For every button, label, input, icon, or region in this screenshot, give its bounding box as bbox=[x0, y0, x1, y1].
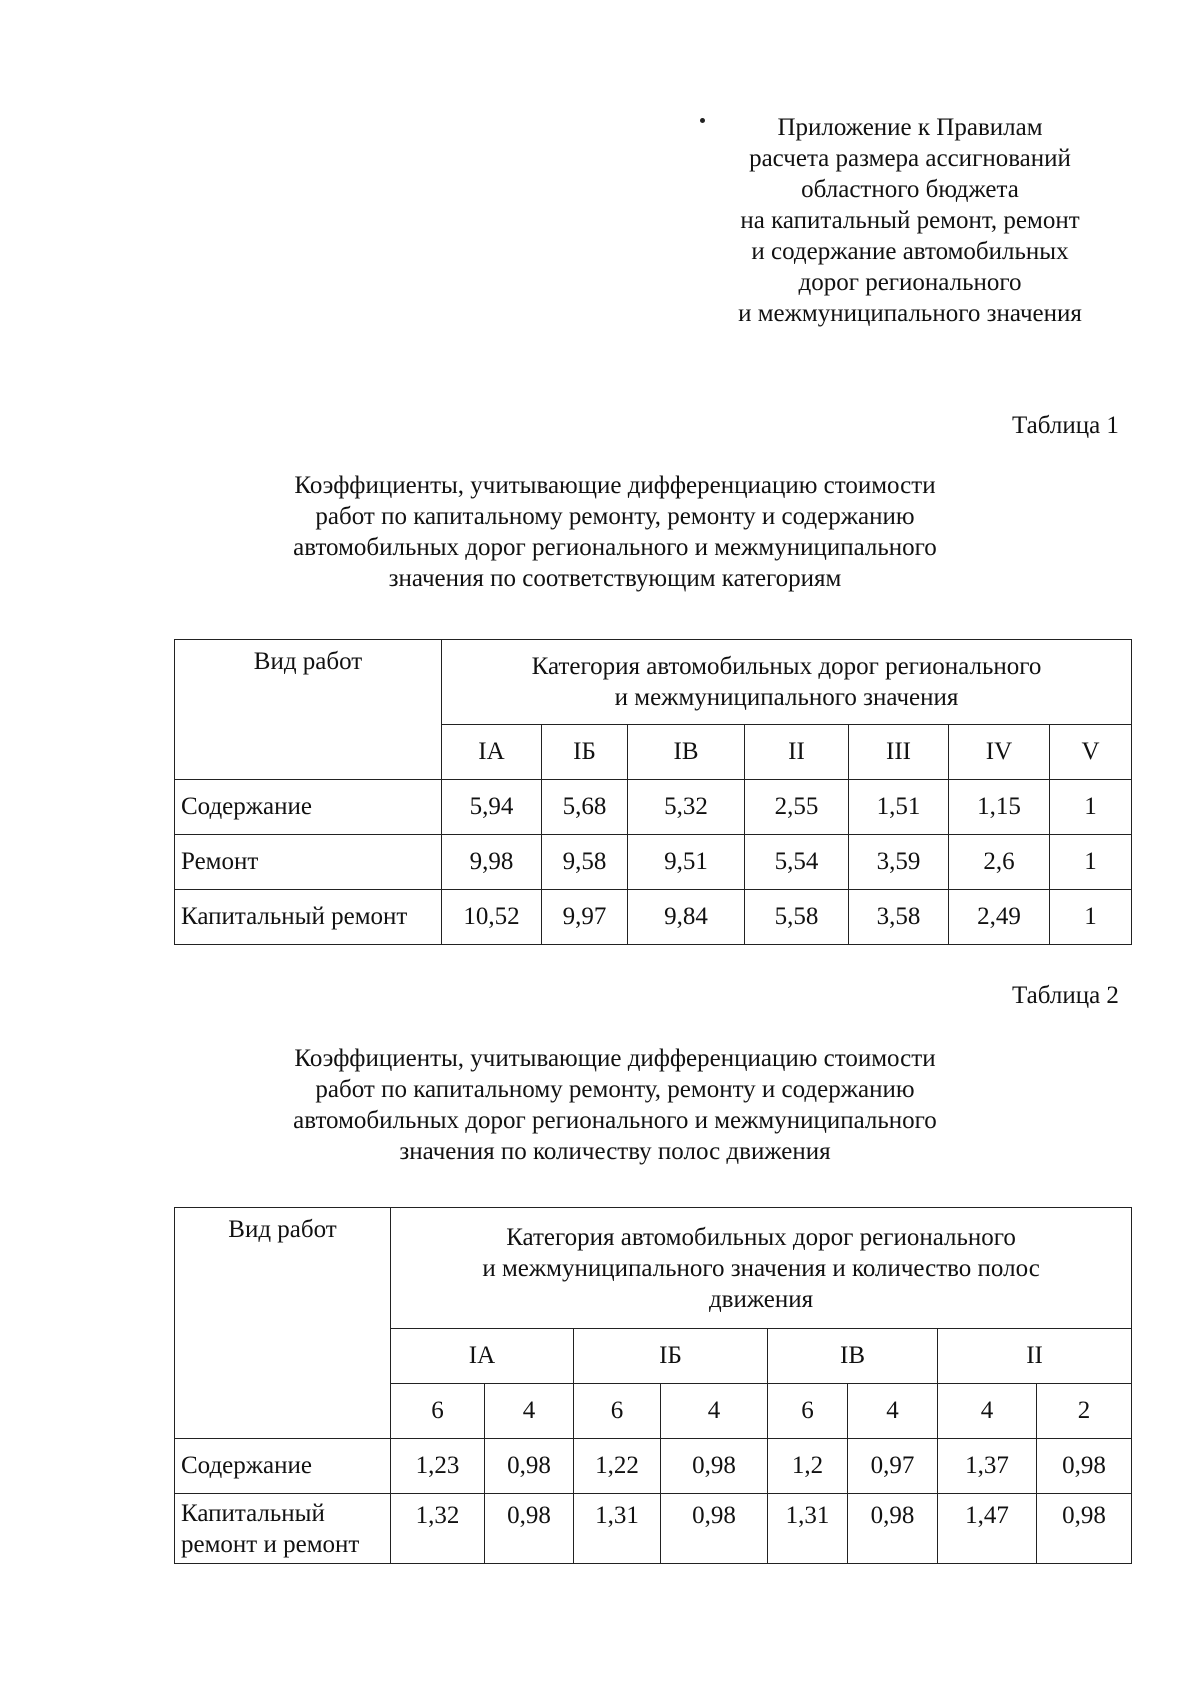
table-cell: 1,2 bbox=[768, 1439, 848, 1494]
table-cell: 9,97 bbox=[542, 890, 628, 945]
table2-lanes: 4 bbox=[661, 1384, 768, 1439]
table-cell: 0,98 bbox=[1037, 1494, 1132, 1564]
table-cell: 2,6 bbox=[949, 835, 1050, 890]
group-header-line: движения bbox=[708, 1285, 814, 1313]
table2-category: II bbox=[938, 1329, 1132, 1384]
table2-label: Таблица 2 bbox=[1012, 982, 1119, 1009]
table-cell: 9,51 bbox=[628, 835, 745, 890]
table-cell: 10,52 bbox=[442, 890, 542, 945]
caption-line: Коэффициенты, учитывающие дифференциацию стоимости bbox=[294, 472, 936, 499]
appendix-line: областного бюджета bbox=[801, 176, 1019, 203]
table-row bbox=[175, 890, 1132, 945]
table-cell: 5,32 bbox=[628, 780, 745, 835]
group-header-line: и межмуниципального значения и количество полос bbox=[482, 1254, 1040, 1282]
row-label: Ремонт bbox=[175, 835, 442, 890]
table1-col-header: Вид работ bbox=[175, 640, 442, 780]
table2-category: IB bbox=[768, 1329, 938, 1384]
table2 bbox=[174, 1207, 1132, 1564]
table1-category: IB bbox=[628, 725, 745, 780]
table2-lanes: 6 bbox=[768, 1384, 848, 1439]
table-cell: 9,84 bbox=[628, 890, 745, 945]
table2-col-header: Вид работ bbox=[175, 1208, 391, 1439]
table-cell: 5,94 bbox=[442, 780, 542, 835]
table2-lanes: 6 bbox=[391, 1384, 485, 1439]
table-cell: 0,98 bbox=[661, 1494, 768, 1564]
table-cell: 0,98 bbox=[485, 1439, 574, 1494]
table1-category: IБ bbox=[542, 725, 628, 780]
table-cell: 1 bbox=[1050, 780, 1132, 835]
caption-line: Коэффициенты, учитывающие дифференциацию стоимости bbox=[294, 1045, 936, 1072]
caption-line: автомобильных дорог регионального и межмуниципального bbox=[293, 1107, 937, 1134]
appendix-line: на капитальный ремонт, ремонт bbox=[740, 207, 1080, 234]
table-cell: 1,22 bbox=[574, 1439, 661, 1494]
table1-category: V bbox=[1050, 725, 1132, 780]
table1-label: Таблица 1 bbox=[1012, 412, 1119, 439]
table2-lanes: 4 bbox=[485, 1384, 574, 1439]
appendix-line: расчета размера ассигнований bbox=[749, 145, 1071, 172]
caption-line: значения по количеству полос движения bbox=[399, 1138, 831, 1165]
table1-category: IA bbox=[442, 725, 542, 780]
group-header-line: Категория автомобильных дорог регионального bbox=[506, 1223, 1016, 1251]
group-header-line: Категория автомобильных дорог регионального bbox=[531, 653, 1042, 680]
table-row bbox=[175, 1494, 1132, 1564]
table-row bbox=[175, 780, 1132, 835]
table-cell: 5,54 bbox=[745, 835, 849, 890]
table1-caption bbox=[230, 470, 1000, 594]
appendix-heading bbox=[690, 112, 1130, 329]
table-row bbox=[175, 835, 1132, 890]
table1-category: IV bbox=[949, 725, 1050, 780]
table2-category: IБ bbox=[574, 1329, 768, 1384]
table-cell: 1,32 bbox=[391, 1494, 485, 1564]
table2-lanes: 4 bbox=[938, 1384, 1037, 1439]
appendix-line: дорог регионального bbox=[798, 269, 1022, 296]
appendix-line: и межмуниципального значения bbox=[738, 300, 1082, 327]
table-cell: 1,23 bbox=[391, 1439, 485, 1494]
table-cell: 1,37 bbox=[938, 1439, 1037, 1494]
row-label-line: Капитальный bbox=[181, 1499, 325, 1527]
appendix-line: Приложение к Правилам bbox=[777, 114, 1043, 141]
appendix-line: и содержание автомобильных bbox=[751, 238, 1069, 265]
table-cell: 5,58 bbox=[745, 890, 849, 945]
table-cell: 9,98 bbox=[442, 835, 542, 890]
row-label: Содержание bbox=[175, 1439, 391, 1494]
table1-category: III bbox=[849, 725, 949, 780]
table2-category: IA bbox=[391, 1329, 574, 1384]
table-cell: 0,97 bbox=[848, 1439, 938, 1494]
table-cell: 9,58 bbox=[542, 835, 628, 890]
caption-line: автомобильных дорог регионального и межмуниципального bbox=[293, 534, 937, 561]
table2-lanes: 6 bbox=[574, 1384, 661, 1439]
row-label bbox=[175, 1494, 391, 1564]
table1-category: II bbox=[745, 725, 849, 780]
caption-line: работ по капитальному ремонту, ремонту и содержанию bbox=[315, 503, 915, 530]
table-cell: 2,55 bbox=[745, 780, 849, 835]
caption-line: работ по капитальному ремонту, ремонту и содержанию bbox=[315, 1076, 915, 1103]
row-label: Капитальный ремонт bbox=[175, 890, 442, 945]
table-row bbox=[175, 1439, 1132, 1494]
table-cell: 0,98 bbox=[661, 1439, 768, 1494]
group-header-line: и межмуниципального значения bbox=[614, 684, 959, 711]
table-cell: 2,49 bbox=[949, 890, 1050, 945]
table-cell: 1,15 bbox=[949, 780, 1050, 835]
row-label: Содержание bbox=[175, 780, 442, 835]
table-cell: 5,68 bbox=[542, 780, 628, 835]
table-cell: 1,47 bbox=[938, 1494, 1037, 1564]
table2-caption bbox=[230, 1043, 1000, 1167]
table2-group-header bbox=[391, 1208, 1132, 1329]
row-label-line: ремонт и ремонт bbox=[181, 1530, 360, 1558]
table2-lanes: 2 bbox=[1037, 1384, 1132, 1439]
table1 bbox=[174, 639, 1132, 945]
table-cell: 1,31 bbox=[574, 1494, 661, 1564]
table-cell: 0,98 bbox=[1037, 1439, 1132, 1494]
table-cell: 1 bbox=[1050, 835, 1132, 890]
table2-lanes: 4 bbox=[848, 1384, 938, 1439]
table-cell: 1 bbox=[1050, 890, 1132, 945]
table1-group-header bbox=[442, 640, 1132, 725]
table-cell: 3,58 bbox=[849, 890, 949, 945]
table-cell: 3,59 bbox=[849, 835, 949, 890]
caption-line: значения по соответствующим категориям bbox=[388, 565, 842, 592]
table-cell: 0,98 bbox=[848, 1494, 938, 1564]
table-cell: 1,31 bbox=[768, 1494, 848, 1564]
table-cell: 1,51 bbox=[849, 780, 949, 835]
table-cell: 0,98 bbox=[485, 1494, 574, 1564]
